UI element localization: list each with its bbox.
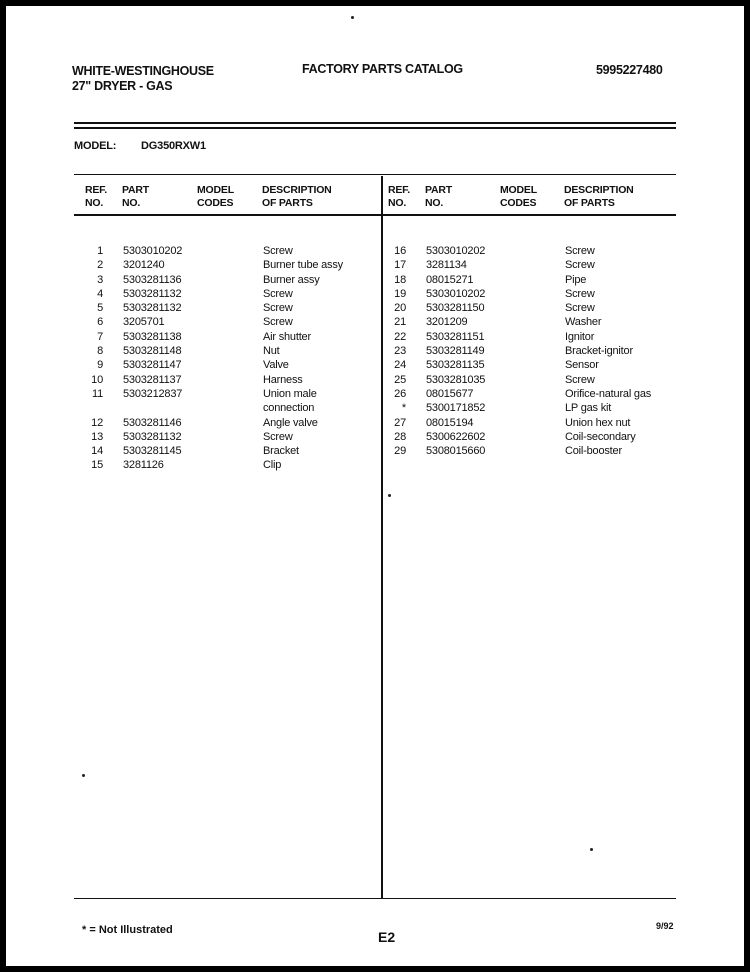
part-no: 5303281147 [123,359,182,372]
right-header-model-codes: MODEL CODES [500,184,537,209]
parts-row [306,244,736,258]
ref-no: 12 [91,416,103,429]
parts-row [306,401,736,415]
part-description: Union male [263,387,317,400]
table-bottom-rule [74,898,676,899]
part-description: Screw [565,259,595,272]
part-description: Coil-booster [565,445,622,458]
part-description: Pipe [565,273,587,286]
ref-no: 5 [97,302,103,315]
ref-no: 27 [394,416,406,429]
ref-no: 28 [394,430,406,443]
ref-no: 23 [394,345,406,358]
part-description: Bracket [263,445,299,458]
part-description: LP gas kit [565,402,612,415]
ref-no: 9 [97,359,103,372]
part-description: Screw [565,245,595,257]
part-no: 5300622602 [426,430,486,443]
part-no: 5303281035 [426,373,486,386]
scan-speck [388,494,391,497]
right-header-ref: REF. NO. [388,184,410,209]
part-no: 5303212837 [123,387,183,400]
model-line [74,140,228,152]
parts-row [306,344,736,358]
part-no: 5303281132 [123,430,182,443]
parts-row [306,273,736,287]
parts-row [306,315,736,329]
part-description: Orifice-natural gas [565,387,652,400]
part-description: Bracket-ignitor [565,345,633,358]
ref-no: 26 [394,387,406,400]
part-description: Valve [263,359,289,372]
left-header-description: DESCRIPTION OF PARTS [262,184,332,209]
parts-row [306,358,736,372]
part-no: 5303010202 [426,245,486,257]
model-label: MODEL: [74,140,117,152]
part-no: 5303281137 [123,373,182,386]
table-top-rule [74,174,676,175]
part-no: 5303281132 [123,287,182,300]
part-description: Screw [263,302,293,315]
ref-no: 2 [97,259,103,272]
ref-no: 17 [394,259,406,272]
left-header-ref: REF. NO. [85,184,107,209]
page-number: E2 [378,929,396,945]
part-no: 5303281136 [123,273,182,286]
part-description: Nut [263,345,280,358]
parts-row [6,458,376,472]
ref-no: 8 [97,345,103,358]
part-no: 08015194 [426,416,474,429]
table-header-rule [74,214,676,216]
ref-no: 29 [394,445,406,458]
scan-speck [351,16,354,19]
catalog-page [6,6,744,966]
ref-no: 20 [394,302,406,315]
ref-no: 4 [97,287,103,300]
left-header-part: PART NO. [122,184,150,209]
scan-speck [590,848,593,851]
ref-no: 13 [91,430,103,443]
part-description: Burner assy [263,273,320,286]
parts-row [306,444,736,458]
parts-row [306,430,736,444]
part-no: 5303281138 [123,330,182,343]
part-description: Screw [263,316,293,329]
right-header-description: DESCRIPTION OF PARTS [564,184,634,209]
catalog-title: FACTORY PARTS CATALOG [302,62,463,76]
ref-no: 7 [97,330,103,343]
ref-no: 11 [91,387,103,400]
part-no: 5303281145 [123,445,182,458]
ref-no: 24 [394,359,406,372]
product-name: 27" DRYER - GAS [72,79,173,93]
part-no: 5303281151 [426,330,485,343]
part-description: Screw [263,430,293,443]
parts-row [306,330,736,344]
parts-row [306,373,736,387]
revision-date: 9/92 [656,921,674,931]
brand-name: WHITE-WESTINGHOUSE [72,64,214,78]
part-no: 08015677 [426,387,474,400]
part-no: 5303281148 [123,345,182,358]
part-description: Screw [565,287,595,300]
part-no: 5303281135 [426,359,485,372]
parts-row [306,301,736,315]
ref-no: 15 [91,459,103,472]
part-no: 5303281146 [123,416,182,429]
part-description: connection [263,402,315,415]
ref-no: 16 [394,245,406,257]
part-no: 5300171852 [426,402,486,415]
part-no: 5303281132 [123,302,182,315]
model-value: DG350RXW1 [141,140,206,152]
part-no: 5308015660 [426,445,486,458]
part-no: 3201209 [426,316,468,329]
part-description: Screw [565,302,595,315]
part-no: 5303281149 [426,345,485,358]
part-no: 3205701 [123,316,165,329]
header-rule-bottom [74,127,676,129]
parts-row [306,258,736,272]
part-description: Screw [263,287,293,300]
ref-no: * [401,402,406,415]
ref-no: 22 [394,330,406,343]
part-description: Clip [263,459,282,472]
right-header-part: PART NO. [425,184,453,209]
part-description: Union hex nut [565,416,631,429]
catalog-number: 5995227480 [596,63,663,77]
parts-row [306,387,736,401]
ref-no: 14 [91,445,103,458]
part-no: 3281126 [123,459,164,472]
ref-no: 25 [394,373,406,386]
part-description: Coil-secondary [565,430,636,443]
part-description: Harness [263,373,303,386]
part-no: 5303281150 [426,302,485,315]
parts-row [306,287,736,301]
header-rule-top [74,122,676,124]
part-no: 3281134 [426,259,467,272]
ref-no: 10 [91,373,103,386]
part-description: Air shutter [263,330,311,343]
part-description: Angle valve [263,416,318,429]
part-description: Washer [565,316,602,329]
part-no: 3201240 [123,259,165,272]
part-description: Ignitor [565,330,595,343]
scan-speck [82,774,85,777]
part-no: 5303010202 [123,245,183,257]
not-illustrated-note: * = Not Illustrated [82,924,173,936]
parts-row [306,416,736,430]
part-description: Screw [263,245,293,257]
part-no: 08015271 [426,273,474,286]
ref-no: 3 [97,273,103,286]
ref-no: 19 [394,287,406,300]
left-header-model-codes: MODEL CODES [197,184,234,209]
part-description: Screw [565,373,595,386]
part-description: Sensor [565,359,599,372]
ref-no: 18 [394,273,406,286]
right-parts-table [306,244,736,458]
part-description: Burner tube assy [263,259,343,272]
part-no: 5303010202 [426,287,486,300]
ref-no: 1 [97,245,103,257]
ref-no: 21 [394,316,406,329]
ref-no: 6 [97,316,103,329]
